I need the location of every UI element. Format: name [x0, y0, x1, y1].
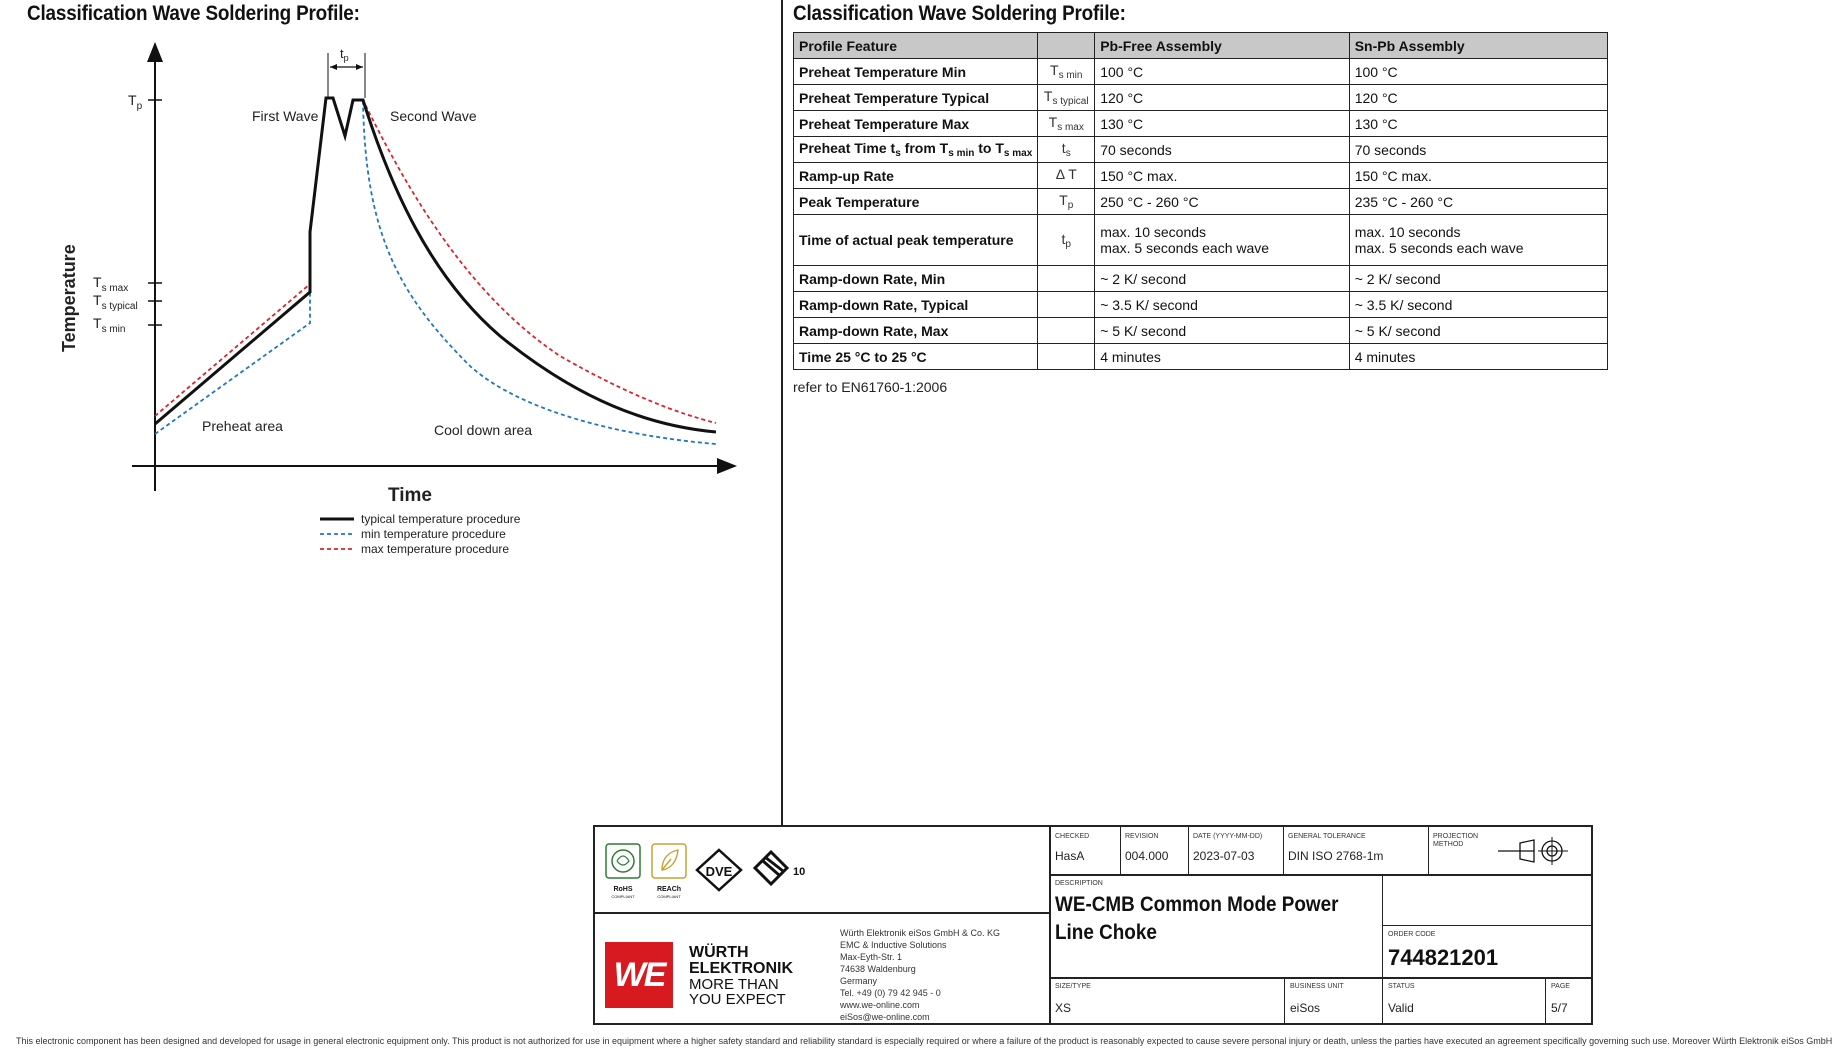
profile-table — [793, 32, 1608, 370]
cooldown-label: Cool down area — [434, 422, 533, 438]
business-unit-value: eiSos — [1290, 1001, 1321, 1015]
table-row: Ramp-down Rate, Max ~ 5 K/ second ~ 5 K/ second — [794, 318, 1608, 344]
table-row: Ramp-down Rate, Min ~ 2 K/ second ~ 2 K/ second — [794, 266, 1608, 292]
chart-section-title: Classification Wave Soldering Profile: — [27, 2, 360, 25]
reach-logo: REACh COMPLIANT — [651, 843, 687, 895]
tp-label: $t_p$ — [340, 46, 349, 63]
legend-min: min temperature procedure — [361, 527, 506, 541]
order-code-label: ORDER CODE — [1388, 931, 1436, 938]
table-row: Preheat Temperature Max $T_{s max}$ 130 °C 130 °C — [794, 111, 1608, 137]
enec-logo — [753, 849, 811, 889]
vde-logo — [695, 847, 743, 893]
company-address: Würth Elektronik eiSos GmbH & Co. KG EMC & Inductive Solutions Max-Eyth-Str. 1 74638 Waldenburg Germany Tel. +49 (0) 79 42 945 - 0 www.we-online.com eiSos@we-online.com — [840, 928, 1001, 1022]
tick-label-ts-min: $T_{s min}$ — [93, 315, 126, 335]
title-block — [593, 825, 1593, 1025]
brand-slogan: MORE THAN YOU EXPECT — [689, 976, 786, 1008]
business-unit-label: BUSINESS UNIT — [1290, 983, 1344, 990]
tick-label-ts-max: $T_{s max}$ — [93, 274, 129, 294]
order-code: 744821201 — [1388, 945, 1499, 970]
status-label: STATUS — [1388, 983, 1415, 990]
size-label: SIZE/TYPE — [1055, 983, 1091, 990]
preheat-label: Preheat area — [202, 418, 283, 434]
series-typical — [155, 98, 716, 432]
tolerance-value: DIN ISO 2768-1m — [1288, 849, 1384, 863]
table-row: Preheat Temperature Min $T_{s min}$ 100 °C 100 °C — [794, 59, 1608, 85]
product-description: WE-CMB Common Mode Power Line Choke — [1055, 893, 1339, 944]
projection-label: PROJECTION METHOD — [1433, 833, 1479, 848]
table-row: Ramp-down Rate, Typical ~ 3.5 K/ second ~ 3.5 K/ second — [794, 292, 1608, 318]
legend-max: max temperature procedure — [361, 542, 510, 556]
revision-label: REVISION — [1125, 833, 1159, 840]
first-wave-label: First Wave — [252, 108, 319, 124]
rohs-logo: RoHS COMPLIANT — [605, 843, 641, 895]
second-wave-label: Second Wave — [390, 108, 477, 124]
table-header-row — [794, 33, 1608, 59]
date-value: 2023-07-03 — [1193, 849, 1255, 863]
size-value: XS — [1055, 1001, 1072, 1015]
page-value: 5/7 — [1551, 1001, 1568, 1015]
y-axis-label: Temperature — [59, 244, 79, 352]
revision-value: 004.000 — [1125, 849, 1169, 863]
header-pbfree: Pb-Free Assembly — [1095, 33, 1350, 59]
date-label: DATE (YYYY-MM-DD) — [1193, 833, 1263, 840]
table-row: Time of actual peak temperature $t_p$ max. 10 seconds max. 5 seconds each wave max. 10 seconds max. 5 seconds each wave — [794, 215, 1608, 266]
header-snpb: Sn-Pb Assembly — [1349, 33, 1607, 59]
table-row: Preheat Temperature Typical $T_{s typical}$ 120 °C 120 °C — [794, 85, 1608, 111]
brand-name: WÜRTH ELEKTRONIK — [689, 944, 793, 977]
svg-text:10: 10 — [793, 866, 806, 878]
table-reference-note: refer to EN61760-1:2006 — [793, 379, 948, 395]
tolerance-label: GENERAL TOLERANCE — [1288, 833, 1366, 840]
tick-label-tp: $T_p$ — [128, 92, 143, 112]
table-row: Time 25 °C to 25 °C 4 minutes 4 minutes — [794, 344, 1608, 370]
page-label: PAGE — [1551, 983, 1570, 990]
table-row: Preheat Time $t_s$ from $T_{s min}$ to $T_{s max}$ $t_s$ 70 seconds 70 seconds — [794, 137, 1608, 163]
soldering-profile-chart — [40, 36, 760, 576]
table-row: Peak Temperature $T_p$ 250 °C - 260 °C 235 °C - 260 °C — [794, 189, 1608, 215]
legend-typical: typical temperature procedure — [361, 512, 521, 526]
vertical-divider — [781, 0, 783, 825]
table-row: Ramp-up Rate Δ T 150 °C max. 150 °C max. — [794, 163, 1608, 189]
description-label: DESCRIPTION — [1055, 880, 1103, 887]
disclaimer-text: This electronic component has been designed and developed for usage in general electronic equipment only. This product is not authorized for use in equipment where a higher safety standard and reliability standard is especially required or where a failure of the product is reasonably expected to cause severe personal injury or death, unless the parties have executed an agreement specifically governing such use. Moreover Würth Elektronik eiSos GmbH — [16, 1036, 1832, 1046]
header-feature: Profile Feature — [794, 33, 1038, 59]
checked-value: HasA — [1055, 849, 1085, 863]
svg-text:DVE: DVE — [705, 864, 733, 879]
we-logo: WE — [605, 942, 673, 1008]
tick-label-ts-typical: $T_{s typical}$ — [93, 292, 138, 312]
projection-method-icon — [1490, 835, 1585, 867]
status-value: Valid — [1388, 1001, 1414, 1015]
x-axis-label: Time — [388, 485, 433, 506]
header-symbol — [1038, 33, 1095, 59]
checked-label: CHECKED — [1055, 833, 1090, 840]
table-section-title: Classification Wave Soldering Profile: — [793, 2, 1126, 25]
